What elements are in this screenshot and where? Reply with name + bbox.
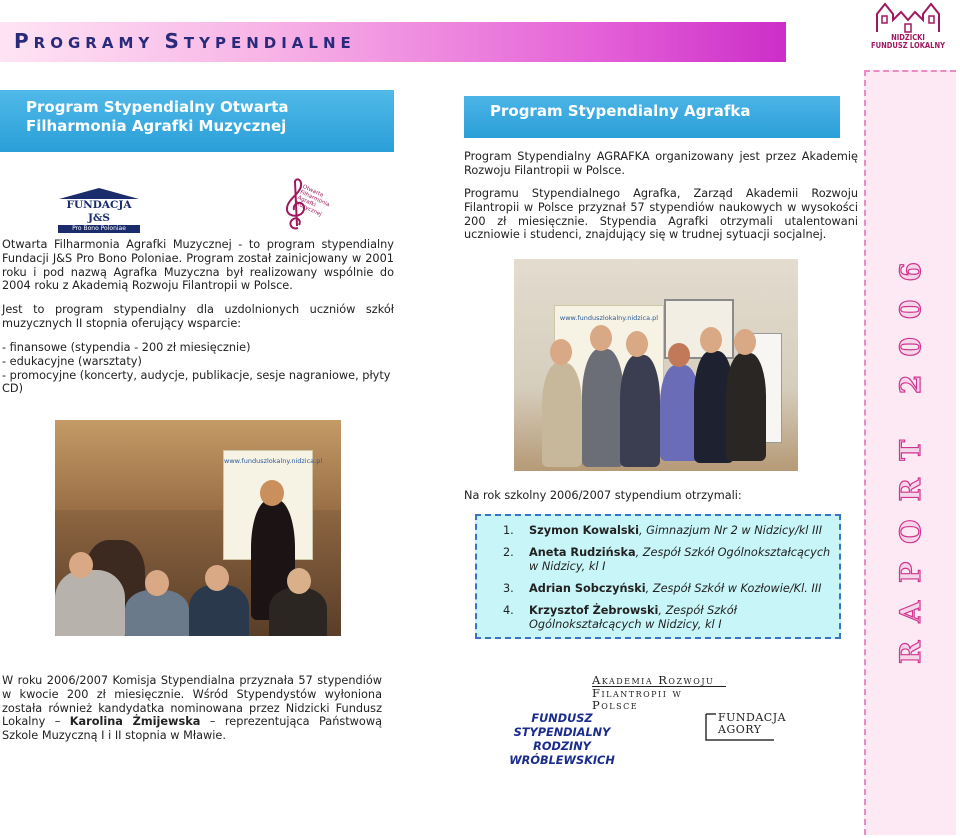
closing-text-after: – reprezentująca Państwową Szkole Muzyczną I i II stopnia w Mławie. (2, 715, 382, 743)
filharmonia-logo-text: Otwarta Filharmonia Agrafki Muzycznej (293, 184, 331, 218)
list-number: 2. (503, 546, 514, 559)
person-head (734, 329, 756, 355)
person-head (668, 343, 690, 367)
person-head (590, 325, 612, 351)
list-item (493, 582, 831, 596)
raport-side-strip (864, 70, 956, 835)
recipient-school: , Gimnazjum Nr 2 w Nidzicy/kl III (638, 524, 823, 537)
recipient-school: , Zespół Szkół w Kozłowie/Kl. III (645, 582, 822, 595)
recipient-name: Aneta Rudzińska (529, 546, 636, 559)
akademia-line2: Filantropii w Polsce (592, 686, 726, 711)
logo-top-line2: FUNDUSZ LOKALNY (871, 41, 945, 50)
list-item (493, 546, 831, 574)
fundacja-js-sub: Pro Bono Poloniae (58, 225, 140, 233)
page-title (0, 22, 786, 62)
list-body (529, 546, 831, 574)
agory-line2: AGORY (718, 723, 762, 736)
akademia-line1: Akademia Rozwoju (592, 673, 715, 687)
title-initial-2: S (164, 29, 184, 53)
agory-text (718, 712, 786, 736)
section-header-agrafka: Program Stypendialny Agrafka (464, 96, 840, 138)
person-head (626, 331, 648, 357)
audience-figure (125, 590, 189, 636)
person-figure (726, 353, 766, 461)
section-header-filharmonia: Program Stypendialny Otwarta Filharmonia Agrafki Muzycznej (0, 90, 394, 152)
recipient-name: Krzysztof Żebrowski (529, 604, 659, 617)
support-item: - finansowe (stypendia - 200 zł miesięcznie) (2, 341, 251, 354)
audience-head (69, 552, 93, 578)
list-number: 1. (503, 524, 514, 537)
agrafka-details: Programu Stypendialnego Agrafka, Zarząd Akademii Rozwoju Filantropii w Polsce przyznał 57 stypendiów naukowych w wysokości 200 zł miesięcznie. Stypendia Agrafki otrzymali utalentowani uczniowie i studenci, znajdujący się w trudnej sytuacji socjalnej. (464, 187, 858, 242)
title-part-1: ROGRAMY (33, 34, 165, 52)
nidzicki-fundusz-logo (858, 0, 958, 62)
singer-head (260, 480, 284, 506)
scholarship-group-photo (514, 259, 798, 471)
photo-banner: www.funduszlokalny.nidzica.pl (554, 305, 664, 455)
agory-line1: FUNDACJA (718, 711, 787, 724)
title-part-2: TYPENDIALNE (183, 34, 356, 52)
concert-photo (55, 420, 341, 636)
list-item (493, 604, 831, 632)
nominee-name: Karolina Żmijewska (69, 715, 201, 729)
person-head (700, 327, 722, 353)
logo-top-line1: NIDZICKI (891, 33, 925, 42)
raport-year-text: RAPORT 2006 (894, 243, 927, 664)
list-item (493, 524, 831, 538)
audience-head (145, 570, 169, 596)
recipient-school: , Zespół Szkół Ogólnokształcących w Nidzicy, kl I (529, 546, 831, 573)
fundacja-js-logo (58, 188, 140, 232)
person-figure (542, 363, 582, 467)
filharmonia-logo (282, 176, 338, 236)
list-number: 4. (503, 604, 514, 617)
support-item: - edukacyjne (warsztaty) (2, 354, 142, 368)
list-body (529, 604, 831, 632)
audience-head (205, 565, 229, 591)
recipients-intro: Na rok szkolny 2006/2007 stypendium otrzymali: (464, 489, 742, 502)
list-number: 3. (503, 582, 514, 595)
castle-icon (871, 0, 945, 34)
audience-head (287, 568, 311, 594)
filharmonia-intro: Otwarta Filharmonia Agrafki Muzycznej - to program stypendialny Fundacji J&S Pro Bono Poloniae. Program został zainicjowany w 2001 roku i pod nazwą Agrafka Muzyczna był realizowany wspólnie do 2004 roku z Akademią Rozwoju Filantropii w Polsce. (2, 238, 394, 293)
closing-text-before: W roku 2006/2007 Komisja Stypendialna przyznała 57 stypendiów w kwocie 200 zł miesięcznie. Wśród Stypendystów wyłoniona została również kandydatka nominowana przez Nidzicki Fundusz Lokalny – (2, 674, 382, 729)
person-figure (620, 355, 660, 467)
recipient-name: Adrian Sobczyński (529, 582, 646, 595)
person-head (550, 339, 572, 365)
audience-figure (189, 585, 249, 636)
list-body (529, 582, 821, 596)
recipients-list (475, 514, 841, 639)
audience-figure (55, 570, 125, 636)
fundacja-js-name: FUNDACJA J&S (66, 199, 132, 224)
fundusz-wroblewskich-logo: FUNDUSZ STYPENDIALNY RODZINY WRÓBLEWSKICH (509, 712, 615, 767)
filharmonia-closing (2, 674, 382, 743)
roof-icon (59, 188, 139, 199)
recipient-school: , Zespół Szkół Ogólnokształcących w Nidzicy, kl I (529, 604, 737, 631)
photo-banner: www.funduszlokalny.nidzica.pl (223, 450, 313, 560)
support-item: - promocyjne (koncerty, audycje, publikacje, sesje nagraniowe, płyty CD) (2, 368, 391, 396)
akademia-rozwoju-logo (592, 673, 726, 712)
list-body (529, 524, 822, 538)
audience-figure (269, 588, 327, 636)
filharmonia-support-list (2, 341, 398, 396)
person-figure (582, 349, 624, 467)
filharmonia-support-intro: Jest to program stypendialny dla uzdolnionych uczniów szkół muzycznych II stopnia oferujący wsparcie: (2, 303, 394, 330)
recipient-name: Szymon Kowalski (529, 524, 639, 537)
fundacja-agory-logo (704, 710, 787, 744)
title-initial-1: P (14, 29, 34, 53)
agrafka-intro: Program Stypendialny AGRAFKA organizowany jest przez Akademię Rozwoju Filantropii w Polsce. (464, 150, 858, 177)
